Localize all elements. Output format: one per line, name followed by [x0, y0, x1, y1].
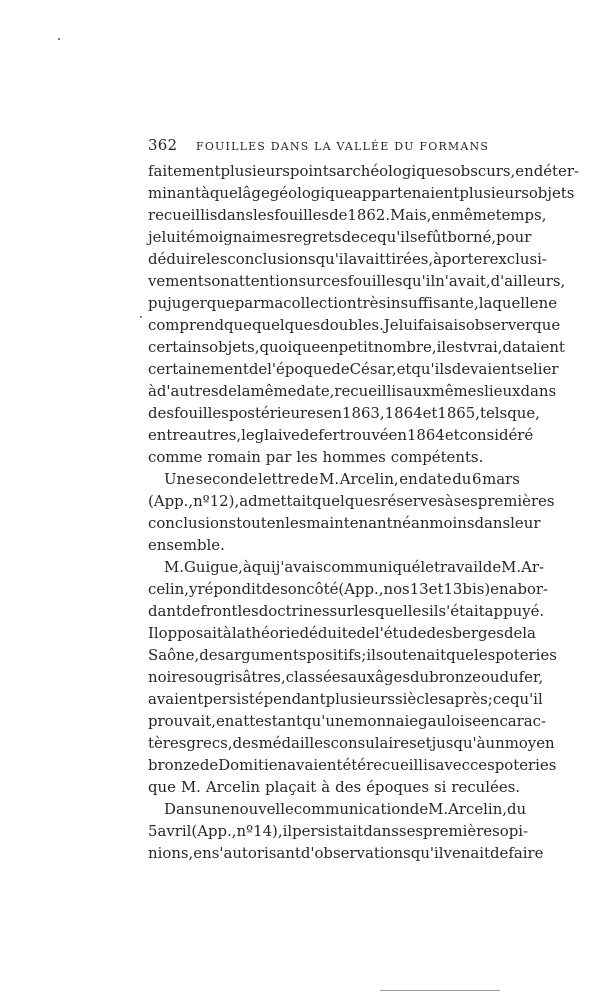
- text-line: certainement de l'époque de César, et qu'ils devaient se lier: [148, 360, 559, 378]
- text-line: nions, en s'autorisant d'observations qu'il venait de faire: [148, 844, 544, 862]
- text-line: certains objets, quoique en petit nombre, il est vrai, dataient: [148, 338, 565, 356]
- text-line: entre autres, le glaive de fer trouvé en 1864 et considéré: [148, 426, 534, 444]
- text-line: conclusions tout en les maintenant néanmoins dans leur: [148, 514, 541, 532]
- text-line: faitement plusieurs points archéologiques obscurs, en déter-: [148, 162, 579, 180]
- page-header: [148, 136, 520, 154]
- text-line: bronze de Domitien avaient été recueillis avec ces poteries: [148, 756, 557, 774]
- running-title: FOUILLES DANS LA VALLÉE DU FORMANS: [196, 140, 490, 153]
- text-line: noires ou grisâtres, classées aux âges du bronze ou du fer,: [148, 668, 544, 686]
- scan-speck: [58, 38, 60, 40]
- text-line: je lui témoignai mes regrets de ce qu'il se fût borné, pour: [148, 228, 532, 246]
- text-line: recueillis dans les fouilles de 1862. Mais, en même temps,: [148, 206, 547, 224]
- text-line: que M. Arcelin plaçait à des époques si reculées.: [148, 778, 521, 796]
- scan-speck: [140, 316, 142, 318]
- text-line: comprend que quelques doubles. Je lui faisais observer que: [148, 316, 561, 334]
- text-line: Dans une nouvelle communication de M. Arcelin, du: [164, 800, 527, 818]
- text-line: M. Guigue, à qui j'avais communiqué le travail de M. Ar-: [164, 558, 545, 576]
- text-line: avaient persisté pendant plusieurs siècles après ; ce qu'il: [148, 690, 543, 708]
- text-line: Il opposait à la théorie déduite de l'étude des berges de la: [148, 624, 536, 642]
- scan-artifact: [380, 990, 500, 991]
- text-line: vement son attention sur ces fouilles qu'il n'avait, d'ailleurs,: [148, 272, 566, 290]
- text-line: Saône, des arguments positifs ; il soutenait que les poteries: [148, 646, 557, 664]
- text-line: dant de front les doctrines sur lesquelles il s'était appuyé.: [148, 602, 545, 620]
- text-line: (App., nº 12), admettait quelques réserves à ses premières: [148, 492, 555, 510]
- text-line: à d'autres de la même date, recueillis aux mêmes lieux dans: [148, 382, 557, 400]
- text-line: minant à quel âge géologique appartenaient plusieurs objets: [148, 184, 575, 202]
- text-line: pu juger que par ma collection très insuffisante, laquelle ne: [148, 294, 558, 312]
- text-line: des fouilles postérieures en 1863, 1864 et 1865, tels que,: [148, 404, 540, 422]
- body-text: [148, 160, 579, 864]
- text-line: tères grecs, des médailles consulaires et jusqu'à un moyen: [148, 734, 555, 752]
- text-line: Une seconde lettre de M. Arcelin, en date du 6 mars: [164, 470, 520, 488]
- text-line: 5 avril (App., nº 14), il persistait dans ses premières opi-: [148, 822, 529, 840]
- page-number: 362: [148, 136, 178, 154]
- text-line: comme romain par les hommes compétents.: [148, 448, 484, 466]
- text-line: déduire les conclusions qu'il avait tirées, à porter exclusi-: [148, 250, 547, 268]
- text-line: celin, y répondit de son côté (App., nos 13 et 13 bis) en abor-: [148, 580, 549, 598]
- text-line: prouvait, en attestant qu'une monnaie gauloise en carac-: [148, 712, 547, 730]
- text-line: ensemble.: [148, 536, 225, 554]
